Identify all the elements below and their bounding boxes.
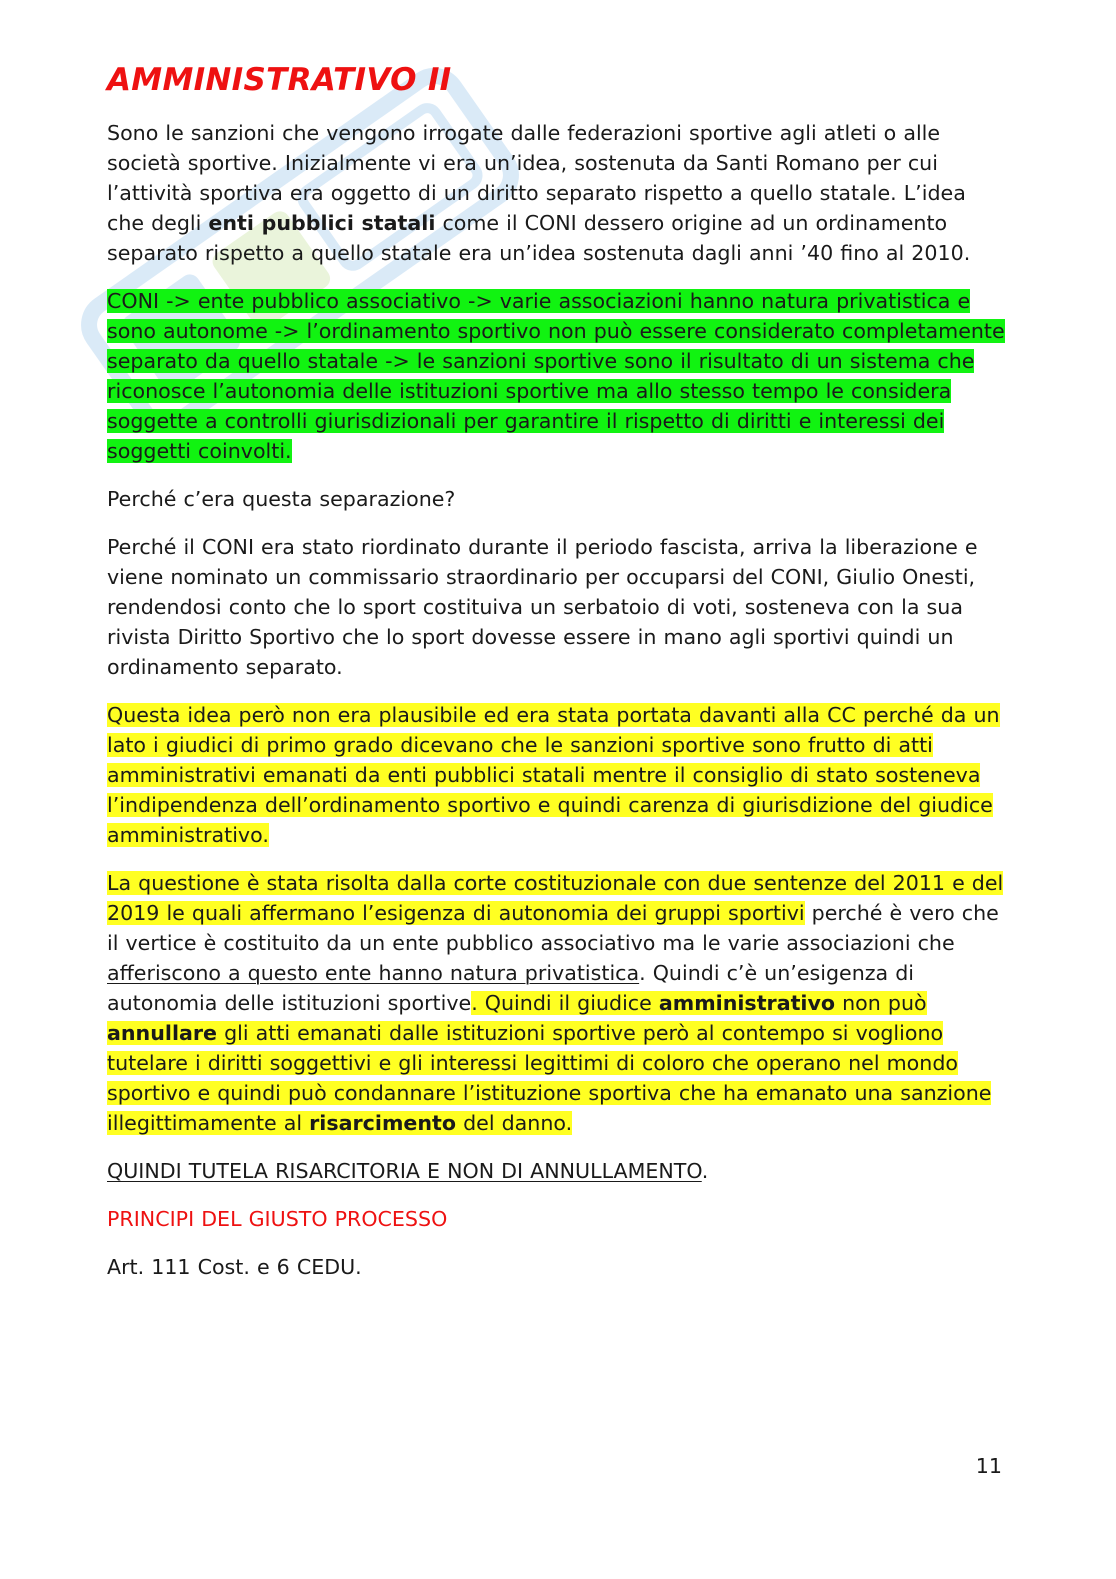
green-highlight: CONI -> ente pubblico associativo -> varie associazioni hanno natura privatistica e sono autonome -> l’ordinamento sportivo non può essere considerato completamente separato da quello statale -> le sanzioni sportive sono il risultato di un sistema che riconosce l’autonomia delle istituzioni sportive ma allo stesso tempo le considera soggette a controlli giurisdizionali per garantire il rispetto di diritti e interessi dei soggetti coinvolti. — [107, 289, 1005, 463]
section-heading: PRINCIPI DEL GIUSTO PROCESSO — [107, 1207, 448, 1231]
paragraph-cc — [107, 700, 1007, 850]
bold-term: annullare — [107, 1021, 218, 1045]
bold-term: enti pubblici statali — [208, 211, 436, 235]
page-content — [107, 62, 1007, 1300]
text-segment: non può — [835, 991, 927, 1015]
text-segment: come il CONI dessero origine ad un ordinamento separato rispetto a quello statale era un’idea sostenuta dagli anni ’40 fino al 2010. — [107, 211, 971, 265]
text-segment: gli atti emanati dalle istituzioni sportive però al contempo si vogliono tutelare i diritti soggettivi e gli interessi legittimi di coloro che operano nel mondo sportivo e quindi può condannare l’istituzione sportiva che ha emanato una sanzione illegittimamente al — [107, 1021, 992, 1135]
text-segment: . — [701, 1159, 709, 1183]
text-segment: . Quindi il giudice — [471, 991, 659, 1015]
paragraph-reference: Art. 111 Cost. e 6 CEDU. — [107, 1255, 362, 1279]
page-title: AMMINISTRATIVO II — [107, 62, 452, 98]
underlined-text: afferiscono a questo ente hanno natura privatistica — [107, 961, 640, 985]
bold-term: risarcimento — [309, 1111, 457, 1135]
yellow-highlight: La questione è stata risolta dalla corte costituzionale con due sentenze del 2011 e del 2019 le quali affermano l’esigenza di autonomia dei gruppi sportivi — [107, 871, 1004, 925]
text-segment: del danno. — [456, 1111, 573, 1135]
paragraph-question: Perché c’era questa separazione? — [107, 487, 456, 511]
text-segment: perché è vero che il vertice è costituito da un ente pubblico associativo ma le varie associazioni che — [107, 901, 999, 955]
paragraph-conclusion — [107, 1156, 1007, 1186]
paragraph-history: Perché il CONI era stato riordinato durante il periodo fascista, arriva la liberazione e viene nominato un commissario straordinario per occuparsi del CONI, Giulio Onesti, rendendosi conto che lo sport costituiva un serbatoio di voti, sosteneva con la sua rivista Diritto Sportivo che lo sport dovesse essere in mano agli sportivi quindi un ordinamento separato. — [107, 535, 978, 679]
text-segment: Sono le sanzioni che vengono irrogate dalle federazioni sportive agli atleti o alle società sportive. Inizialmente vi era un’idea, sostenuta da Santi Romano per cui l’attività sportiva era oggetto di un diritto separato rispetto a quello statale. L’idea che degli — [107, 121, 966, 235]
yellow-highlight: Questa idea però non era plausibile ed era stata portata davanti alla CC perché da un lato i giudici di primo grado dicevano che le sanzioni sportive sono frutto di atti amministrativi emanati da enti pubblici statali mentre il consiglio di stato sosteneva l’indipendenza dell’ordinamento sportivo e quindi carenza di giurisdizione del giudice amministrativo. — [107, 703, 1000, 847]
bold-term: amministrativo — [658, 991, 836, 1015]
paragraph-coni — [107, 286, 1007, 466]
paragraph-intro — [107, 118, 1007, 268]
page-number: 11 — [975, 1454, 1002, 1478]
text-segment: . Quindi c’è un’esigenza di autonomia delle istituzioni sportive — [107, 961, 915, 1015]
underlined-text: QUINDI TUTELA RISARCITORIA E NON DI ANNULLAMENTO — [107, 1159, 702, 1183]
paragraph-ruling — [107, 868, 1007, 1138]
